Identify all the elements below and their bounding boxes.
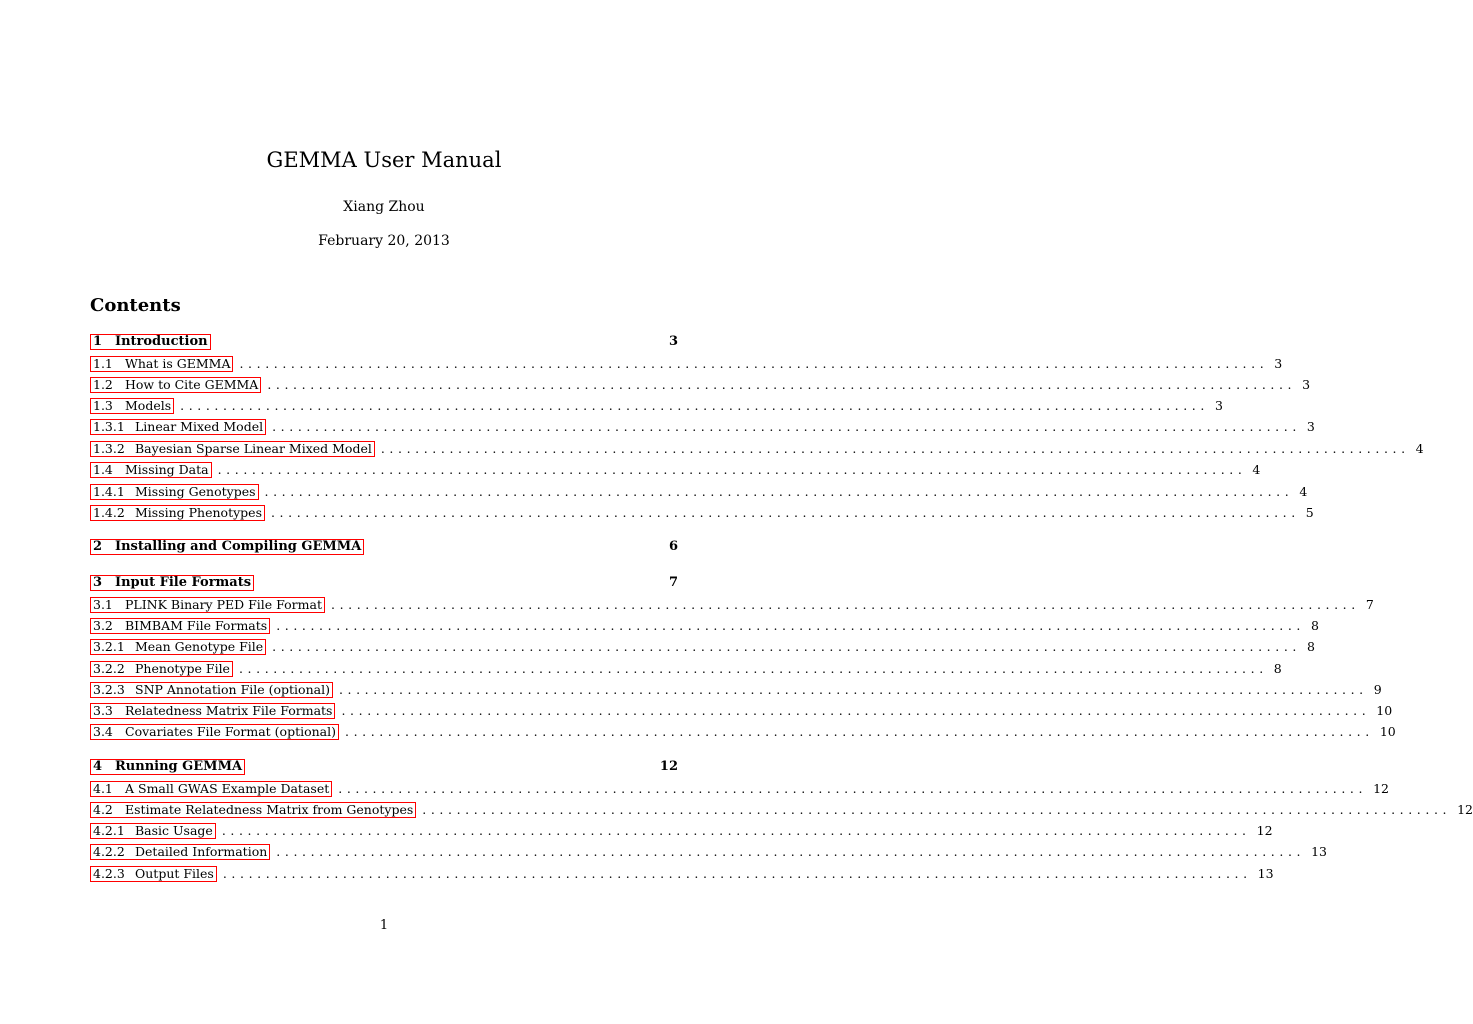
toc-entry xyxy=(90,418,1315,436)
toc-leader-dots: ........................................................................................................................ xyxy=(180,398,1209,413)
toc-link[interactable] xyxy=(90,802,416,818)
toc-entry-number: 3.2 xyxy=(93,618,113,633)
toc-link[interactable] xyxy=(90,505,265,521)
toc-entry-number: 4.2 xyxy=(93,802,113,817)
toc-entry-number: 1.1 xyxy=(93,356,113,371)
toc-entry-label: Estimate Relatedness Matrix from Genotypes xyxy=(125,802,414,817)
toc-link[interactable] xyxy=(90,334,211,350)
toc-entry xyxy=(90,660,1282,678)
toc-entry xyxy=(90,355,1283,373)
toc-entry-number: 3.2.2 xyxy=(93,661,125,676)
toc-entry-number: 4.2.3 xyxy=(93,866,125,881)
toc-entry xyxy=(90,574,678,592)
toc-leader-dots: ........................................................................................................................ xyxy=(276,618,1305,633)
toc-entry-label: Missing Data xyxy=(125,462,209,477)
toc-entry-page: 10 xyxy=(1379,724,1396,739)
toc-leader-dots: ........................................................................................................................ xyxy=(338,781,1368,796)
toc-link[interactable] xyxy=(90,398,174,414)
toc-entry xyxy=(90,758,678,776)
toc-link[interactable] xyxy=(90,823,216,839)
toc-entry xyxy=(90,397,1223,415)
toc-entry-number: 1 xyxy=(93,334,103,349)
toc-entry xyxy=(90,440,1424,458)
toc-entry xyxy=(90,843,1328,861)
toc-entry xyxy=(90,538,678,556)
toc-entry xyxy=(90,681,1382,699)
toc-entry-page: 7 xyxy=(1365,597,1374,612)
toc-entry-number: 1.2 xyxy=(93,377,113,392)
toc-entry-number: 3.2.3 xyxy=(93,682,125,697)
toc-entry-page: 4 xyxy=(1299,484,1308,499)
toc-entry-page: 9 xyxy=(1373,682,1382,697)
toc-entry-number: 1.3.1 xyxy=(93,419,125,434)
toc-link[interactable] xyxy=(90,661,233,677)
toc-link[interactable] xyxy=(90,539,364,555)
toc-entry-page: 12 xyxy=(1256,823,1273,838)
toc-entry-number: 4.1 xyxy=(93,781,113,796)
toc-entry-page: 12 xyxy=(1457,802,1473,817)
toc-entry xyxy=(90,865,1274,883)
toc-entry-page: 4 xyxy=(1252,462,1261,477)
toc-entry-label: Introduction xyxy=(115,334,208,349)
toc-link[interactable] xyxy=(90,703,335,719)
toc-link[interactable] xyxy=(90,441,375,457)
toc-entry-page: 13 xyxy=(1311,844,1328,859)
toc-entry-page: 3 xyxy=(1306,419,1315,434)
toc-entry-number: 3.3 xyxy=(93,703,113,718)
toc-entry-label: How to Cite GEMMA xyxy=(125,377,259,392)
toc-leader-dots: ........................................................................................................................ xyxy=(222,866,1252,881)
toc-entry-page: 5 xyxy=(1305,505,1314,520)
page-number: 1 xyxy=(379,918,389,933)
toc-link[interactable] xyxy=(90,356,233,372)
toc-entry xyxy=(90,702,1393,720)
contents-heading: Contents xyxy=(90,295,181,316)
toc-entry-number: 2 xyxy=(93,539,103,554)
toc-entry-number: 1.4 xyxy=(93,462,113,477)
toc-entry-page: 10 xyxy=(1376,703,1393,718)
toc-leader-dots: ........................................................................................................................ xyxy=(331,597,1360,612)
document-title: GEMMA User Manual xyxy=(266,148,502,172)
toc-entry xyxy=(90,504,1314,522)
toc-entry xyxy=(90,333,678,351)
toc-leader-dots: ........................................................................................................................ xyxy=(217,462,1247,477)
toc-entry-label: A Small GWAS Example Dataset xyxy=(125,781,330,796)
toc-leader-dots: ........................................................................................................................ xyxy=(221,823,1251,838)
toc-leader-dots: ........................................................................................................................ xyxy=(345,724,1374,739)
toc-leader-dots: ........................................................................................................................ xyxy=(422,802,1452,817)
toc-link[interactable] xyxy=(90,377,261,393)
toc-entry-label: Basic Usage xyxy=(135,823,213,838)
toc-leader-dots: ........................................................................................................................ xyxy=(270,505,1300,520)
toc-link[interactable] xyxy=(90,844,270,860)
toc-entry-label: Detailed Information xyxy=(135,844,268,859)
toc-entry-page: 8 xyxy=(1306,639,1315,654)
toc-entry-page: 8 xyxy=(1273,661,1282,676)
toc-entry-label: BIMBAM File Formats xyxy=(125,618,268,633)
toc-entry-label: Running GEMMA xyxy=(115,759,243,774)
toc-entry xyxy=(90,376,1311,394)
document-author: Xiang Zhou xyxy=(343,199,425,215)
toc-link[interactable] xyxy=(90,484,259,500)
toc-entry-label: Covariates File Format (optional) xyxy=(125,724,336,739)
toc-link[interactable] xyxy=(90,419,266,435)
toc-leader-dots: ........................................................................................................................ xyxy=(338,682,1368,697)
toc-entry-label: Relatedness Matrix File Formats xyxy=(125,703,333,718)
toc-entry-label: SNP Annotation File (optional) xyxy=(135,682,330,697)
toc-leader-dots: ........................................................................................................................ xyxy=(276,844,1306,859)
toc-entry-page: 12 xyxy=(659,759,678,774)
toc-entry-page: 8 xyxy=(1311,618,1319,633)
toc-link[interactable] xyxy=(90,759,245,775)
toc-entry-label: PLINK Binary PED File Format xyxy=(125,597,322,612)
toc-entry xyxy=(90,780,1389,798)
toc-entry xyxy=(90,822,1273,840)
toc-entry-number: 1.3.2 xyxy=(93,441,125,456)
toc-entry-number: 3.2.1 xyxy=(93,639,125,654)
toc-entry-page: 13 xyxy=(1257,866,1274,881)
toc-link[interactable] xyxy=(90,575,254,591)
toc-entry-number: 4 xyxy=(93,759,103,774)
toc-entry xyxy=(90,638,1315,656)
toc-entry-page: 12 xyxy=(1373,781,1389,796)
toc-link[interactable] xyxy=(90,639,266,655)
toc-entry-page: 3 xyxy=(1214,398,1223,413)
toc-entry-label: Missing Phenotypes xyxy=(135,505,262,520)
toc-entry-page: 3 xyxy=(668,334,678,349)
toc-leader-dots: ........................................................................................................................ xyxy=(267,377,1297,392)
toc-entry-number: 4.2.2 xyxy=(93,844,125,859)
document-date: February 20, 2013 xyxy=(318,233,450,249)
toc-entry xyxy=(90,596,1374,614)
toc-entry-page: 6 xyxy=(668,539,678,554)
toc-link[interactable] xyxy=(90,618,270,634)
toc-link[interactable] xyxy=(90,462,212,478)
toc-entry-number: 3.1 xyxy=(93,597,113,612)
toc-entry-number: 1.4.1 xyxy=(93,484,125,499)
toc-entry-label: Phenotype File xyxy=(135,661,230,676)
toc-leader-dots: ........................................................................................................................ xyxy=(272,419,1301,434)
toc-entry-label: Mean Genotype File xyxy=(135,639,264,654)
toc-leader-dots: ........................................................................................................................ xyxy=(380,441,1410,456)
toc-leader-dots: ........................................................................................................................ xyxy=(239,356,1269,371)
toc-entry-number: 4.2.1 xyxy=(93,823,125,838)
toc-entry-number: 3 xyxy=(93,575,103,590)
toc-link[interactable] xyxy=(90,866,217,882)
toc-leader-dots: ........................................................................................................................ xyxy=(264,484,1294,499)
toc-leader-dots: ........................................................................................................................ xyxy=(272,639,1301,654)
toc-entry-page: 3 xyxy=(1274,356,1283,371)
toc-entry-label: Output Files xyxy=(135,866,214,881)
toc-entry-page: 4 xyxy=(1415,441,1424,456)
toc-entry xyxy=(90,801,1473,819)
toc-leader-dots: ........................................................................................................................ xyxy=(341,703,1371,718)
toc-entry-page: 7 xyxy=(668,575,678,590)
toc-link[interactable] xyxy=(90,597,325,613)
toc-link[interactable] xyxy=(90,724,339,740)
toc-link[interactable] xyxy=(90,682,333,698)
toc-entry-number: 3.4 xyxy=(93,724,113,739)
toc-entry xyxy=(90,617,1319,635)
toc-entry-label: Linear Mixed Model xyxy=(135,419,264,434)
toc-entry-label: Bayesian Sparse Linear Mixed Model xyxy=(135,441,372,456)
toc-entry xyxy=(90,483,1308,501)
toc-leader-dots: ........................................................................................................................ xyxy=(238,661,1268,676)
toc-entry-number: 1.3 xyxy=(93,398,113,413)
toc-entry-label: Models xyxy=(125,398,172,413)
toc-entry-label: Installing and Compiling GEMMA xyxy=(115,539,362,554)
toc-entry-label: What is GEMMA xyxy=(125,356,231,371)
toc-link[interactable] xyxy=(90,781,332,797)
toc-entry-number: 1.4.2 xyxy=(93,505,125,520)
toc-entry-label: Missing Genotypes xyxy=(135,484,256,499)
toc-entry-page: 3 xyxy=(1302,377,1311,392)
toc-entry xyxy=(90,461,1261,479)
toc-entry xyxy=(90,723,1396,741)
toc-entry-label: Input File Formats xyxy=(115,575,252,590)
